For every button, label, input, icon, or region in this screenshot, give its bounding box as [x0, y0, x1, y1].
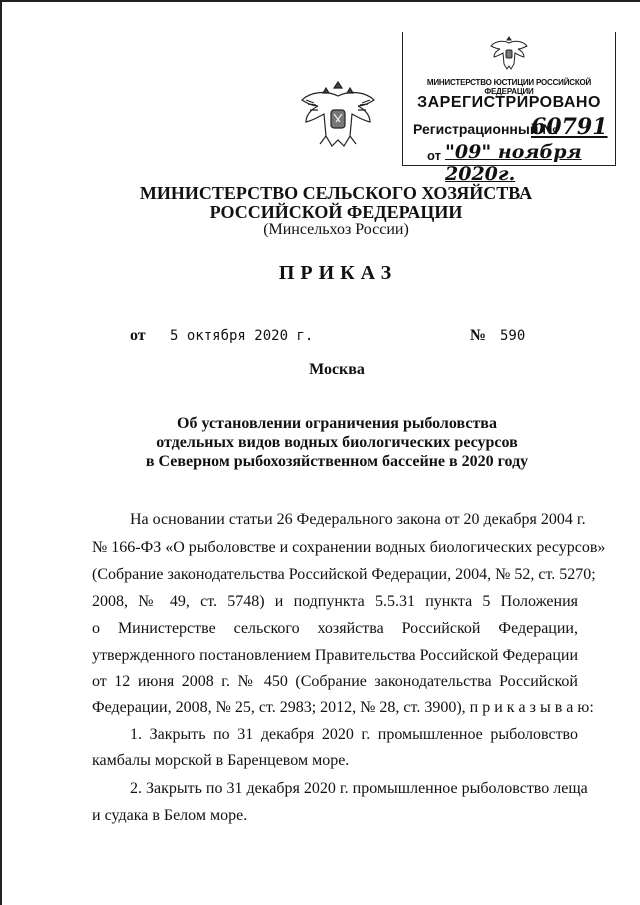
- stamp-registered-label: ЗАРЕГИСТРИРОВАНО: [417, 94, 601, 111]
- registration-stamp: [402, 32, 616, 185]
- coat-of-arms-icon: [296, 76, 380, 152]
- order-date-prefix: от: [130, 327, 146, 344]
- stamp-handwritten-date: "09" ноября 2020г.: [445, 141, 582, 185]
- order-city: Москва: [309, 361, 365, 378]
- ministry-short-name: (Минсельхоз России): [263, 221, 409, 238]
- order-date: 5 октября 2020 г.: [170, 328, 314, 344]
- stamp-registration-number: 60791: [531, 114, 608, 140]
- ministry-name-line2: РОССИЙСКОЙ ФЕДЕРАЦИИ: [209, 202, 463, 222]
- body-line: 2008, № 49, ст. 5748) и подпункта 5.5.31 пункта 5 Положения: [92, 593, 578, 610]
- document-title: ПРИКАЗ: [278, 262, 398, 284]
- ministry-name-line1: МИНИСТЕРСТВО СЕЛЬСКОГО ХОЗЯЙСТВА: [139, 183, 533, 203]
- stamp-emblem-icon: [489, 34, 529, 72]
- body-line: (Собрание законодательства Российской Федерации, 2004, № 52, ст. 5270;: [92, 566, 596, 583]
- order-item-2-line: и судака в Белом море.: [92, 807, 248, 824]
- scan-border-top: [0, 0, 640, 2]
- body-line: утвержденного постановлением Правительства Российской Федерации: [92, 647, 578, 664]
- order-item-1-line: 1. Закрыть по 31 декабря 2020 г. промышленное рыболовство: [130, 726, 578, 743]
- subject-line3: в Северном рыбохозяйственном бассейне в 2020 году: [145, 453, 529, 470]
- order-number: 590: [500, 328, 526, 344]
- stamp-registration-label: Регистрационный №: [413, 121, 558, 137]
- order-number-sign: №: [470, 327, 487, 344]
- subject-line1: Об установлении ограничения рыболовства: [177, 415, 497, 432]
- body-line: № 166-ФЗ «О рыболовстве и сохранении водных биологических ресурсов»: [92, 539, 606, 556]
- body-line: от 12 июня 2008 г. № 450 (Собрание законодательства Российской: [92, 673, 578, 690]
- body-line: о Министерстве сельского хозяйства Российской Федерации,: [92, 620, 578, 637]
- subject-line2: отдельных видов водных биологических ресурсов: [156, 434, 518, 451]
- stamp-ministry-name: МИНИСТЕРСТВО ЮСТИЦИИ РОССИЙСКОЙ ФЕДЕРАЦИИ: [426, 78, 592, 96]
- stamp-date-prefix: от: [427, 148, 441, 163]
- order-item-2-line: 2. Закрыть по 31 декабря 2020 г. промышленное рыболовство леща: [130, 780, 588, 797]
- body-line: Федерации, 2008, № 25, ст. 2983; 2012, № 28, ст. 3900), п р и к а з ы в а ю:: [92, 699, 594, 716]
- body-line: На основании статьи 26 Федерального закона от 20 декабря 2004 г.: [130, 511, 586, 528]
- order-item-1-line: камбалы морской в Баренцевом море.: [92, 752, 350, 769]
